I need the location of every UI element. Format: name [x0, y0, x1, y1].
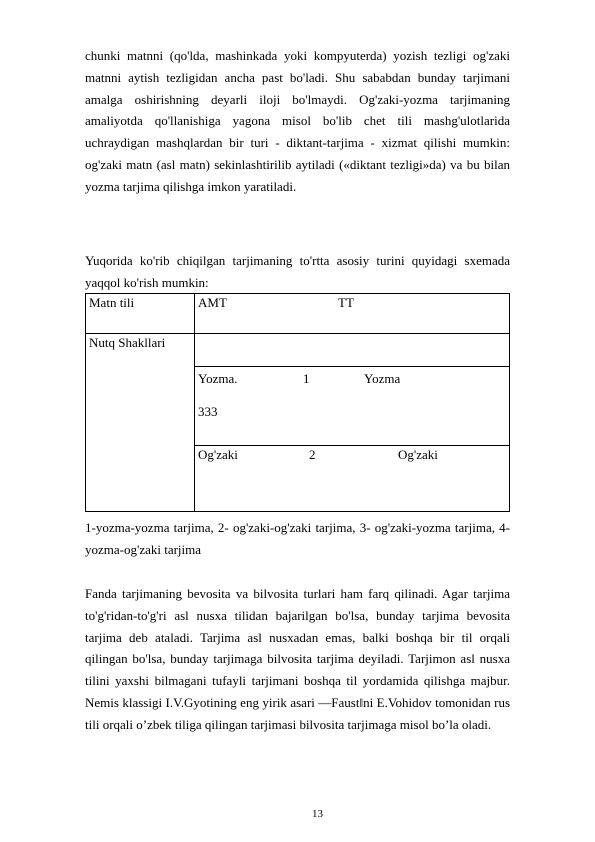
table-cell-yozma: [195, 367, 510, 446]
table-header-cell: [195, 294, 510, 334]
paragraph-table-legend: 1-yozma-yozma tarjima, 2- og'zaki-og'zaki tarjima, 3- og'zaki-yozma tarjima, 4-yozma-og'zaki tarjima: [85, 520, 510, 557]
table-header-cell: [86, 294, 195, 334]
yozma-number: 1: [303, 371, 310, 386]
paragraph-oral-written-translation: chunki matnni (qo'lda, mashinkada yoki kompyuterda) yozish tezligi og'zaki matnni aytish tezligidan ancha past bo'ladi. Shu sababdan bunday tarjimani amalga oshirishning deyarli iloji bo'lmaydi. Og'zaki-yozma tarjimaning amaliyotda qo'llanishiga yagona misol bo'lib chet tili mashg'ulotlarida uchraydigan mashqlardan bir turi - diktant-tarjima - xizmat qilishi mumkin: og'zaki matn (asl matn) sekinlashtirilib aytiladi («diktant tezligi»da) va bu bilan yozma tarjima qilishga imkon yaratiladi.: [85, 48, 510, 194]
header-tt: TT: [338, 295, 354, 310]
paragraph-scheme-intro: Yuqorida ko'rib chiqilgan tarjimaning to'rtta asosiy turini quyidagi sxemada yaqqol ko'rish mumkin:: [85, 253, 510, 290]
ogzaki-target-label: Og'zaki: [398, 447, 438, 462]
page-number: 13: [312, 808, 323, 820]
translation-types-table: [85, 293, 510, 512]
table-cell-ogzaki: [195, 446, 510, 512]
header-matn-tili: Matn tili: [89, 295, 135, 310]
header-amt: AMT: [198, 295, 227, 310]
table-row: [86, 334, 510, 367]
nutq-shakllari-label: Nutq Shakllari: [89, 335, 166, 350]
yozma-extra-number: 333: [198, 404, 218, 419]
yozma-source-label: Yozma.: [198, 371, 238, 386]
table-empty-cell: [195, 334, 510, 367]
table-label-cell: [86, 334, 195, 512]
ogzaki-source-label: Og'zaki: [198, 447, 238, 462]
paragraph-direct-indirect-translation: Fanda tarjimaning bevosita va bilvosita turlari ham farq qilinadi. Agar tarjima to'g'ridan-to'g'ri asl nusxa tilidan bajarilgan bo'lsa, bunday tarjima bevosita tarjima deb ataladi. Tarjima asl nusxadan emas, balki boshqa bir til orqali qilingan bo'lsa, bunday tarjimaga bilvosita tarjima deyiladi. Tarjimon asl nusxa tilini yaxshi bilmagani tufayli tarjimani boshqa til yordamida qilishga majbur. Nemis klassigi I.V.Gyotining eng yirik asari ―Faust‖ni E.Vohidov tomonidan rus tili orqali o’zbek tiliga qilingan tarjimasi bilvosita tarjimaga misol bo’la oladi.: [85, 586, 510, 732]
yozma-target-label: Yozma: [364, 371, 401, 386]
table-row: [86, 294, 510, 334]
ogzaki-number: 2: [309, 447, 316, 462]
